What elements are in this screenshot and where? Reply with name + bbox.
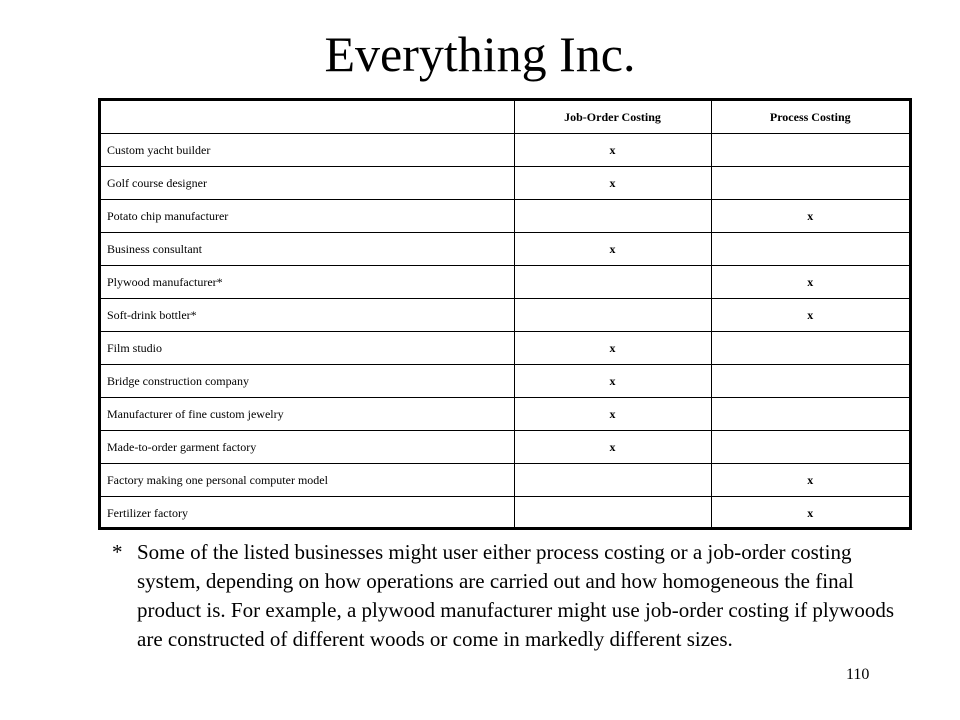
- business-name-cell: Plywood manufacturer*: [101, 266, 514, 299]
- page-number: 110: [846, 666, 870, 683]
- business-name-cell: Custom yacht builder: [101, 134, 514, 167]
- process-mark-cell: x: [711, 464, 909, 497]
- table-row: [101, 299, 909, 332]
- process-mark-cell: x: [711, 266, 909, 299]
- slide-title: Everything Inc.: [324, 26, 636, 82]
- job-order-mark-cell: x: [514, 398, 711, 431]
- header-job-order-costing: Job-Order Costing: [514, 101, 711, 134]
- footnote-text: Some of the listed businesses might user either process costing or a job-order costing system, depending on how operations are carried out and how homogeneous the final product is. For example, a plywood manufacturer might use job-order costing if plywoods are constructed of different woods or come in markedly different sizes.: [137, 540, 895, 651]
- table-header-row: [101, 101, 909, 134]
- header-process-costing: Process Costing: [711, 101, 909, 134]
- table-row: [101, 233, 909, 266]
- table-row: [101, 365, 909, 398]
- business-name-cell: Bridge construction company: [101, 365, 514, 398]
- process-mark-cell: [711, 365, 909, 398]
- table-row: [101, 200, 909, 233]
- process-mark-cell: [711, 167, 909, 200]
- business-name-cell: Factory making one personal computer model: [101, 464, 514, 497]
- table-row: [101, 431, 909, 464]
- process-mark-cell: [711, 332, 909, 365]
- header-business: [101, 101, 514, 134]
- job-order-mark-cell: [514, 497, 711, 530]
- job-order-mark-cell: x: [514, 431, 711, 464]
- job-order-mark-cell: x: [514, 134, 711, 167]
- table-row: [101, 167, 909, 200]
- job-order-mark-cell: x: [514, 365, 711, 398]
- process-mark-cell: [711, 233, 909, 266]
- job-order-mark-cell: x: [514, 167, 711, 200]
- process-mark-cell: x: [711, 200, 909, 233]
- table-row: [101, 332, 909, 365]
- job-order-mark-cell: x: [514, 332, 711, 365]
- business-name-cell: Made-to-order garment factory: [101, 431, 514, 464]
- table-row: [101, 497, 909, 530]
- table-row: [101, 266, 909, 299]
- process-mark-cell: x: [711, 299, 909, 332]
- business-name-cell: Business consultant: [101, 233, 514, 266]
- process-mark-cell: [711, 134, 909, 167]
- business-name-cell: Manufacturer of fine custom jewelry: [101, 398, 514, 431]
- process-mark-cell: [711, 398, 909, 431]
- footnote-marker: *: [112, 540, 123, 564]
- table-row: [101, 464, 909, 497]
- process-mark-cell: [711, 431, 909, 464]
- table-row: [101, 134, 909, 167]
- job-order-mark-cell: [514, 200, 711, 233]
- job-order-mark-cell: [514, 299, 711, 332]
- job-order-mark-cell: x: [514, 233, 711, 266]
- business-name-cell: Golf course designer: [101, 167, 514, 200]
- job-order-mark-cell: [514, 266, 711, 299]
- business-name-cell: Fertilizer factory: [101, 497, 514, 530]
- table-row: [101, 398, 909, 431]
- business-name-cell: Film studio: [101, 332, 514, 365]
- business-name-cell: Potato chip manufacturer: [101, 200, 514, 233]
- process-mark-cell: x: [711, 497, 909, 530]
- job-order-mark-cell: [514, 464, 711, 497]
- costing-table: [98, 98, 912, 530]
- business-name-cell: Soft-drink bottler*: [101, 299, 514, 332]
